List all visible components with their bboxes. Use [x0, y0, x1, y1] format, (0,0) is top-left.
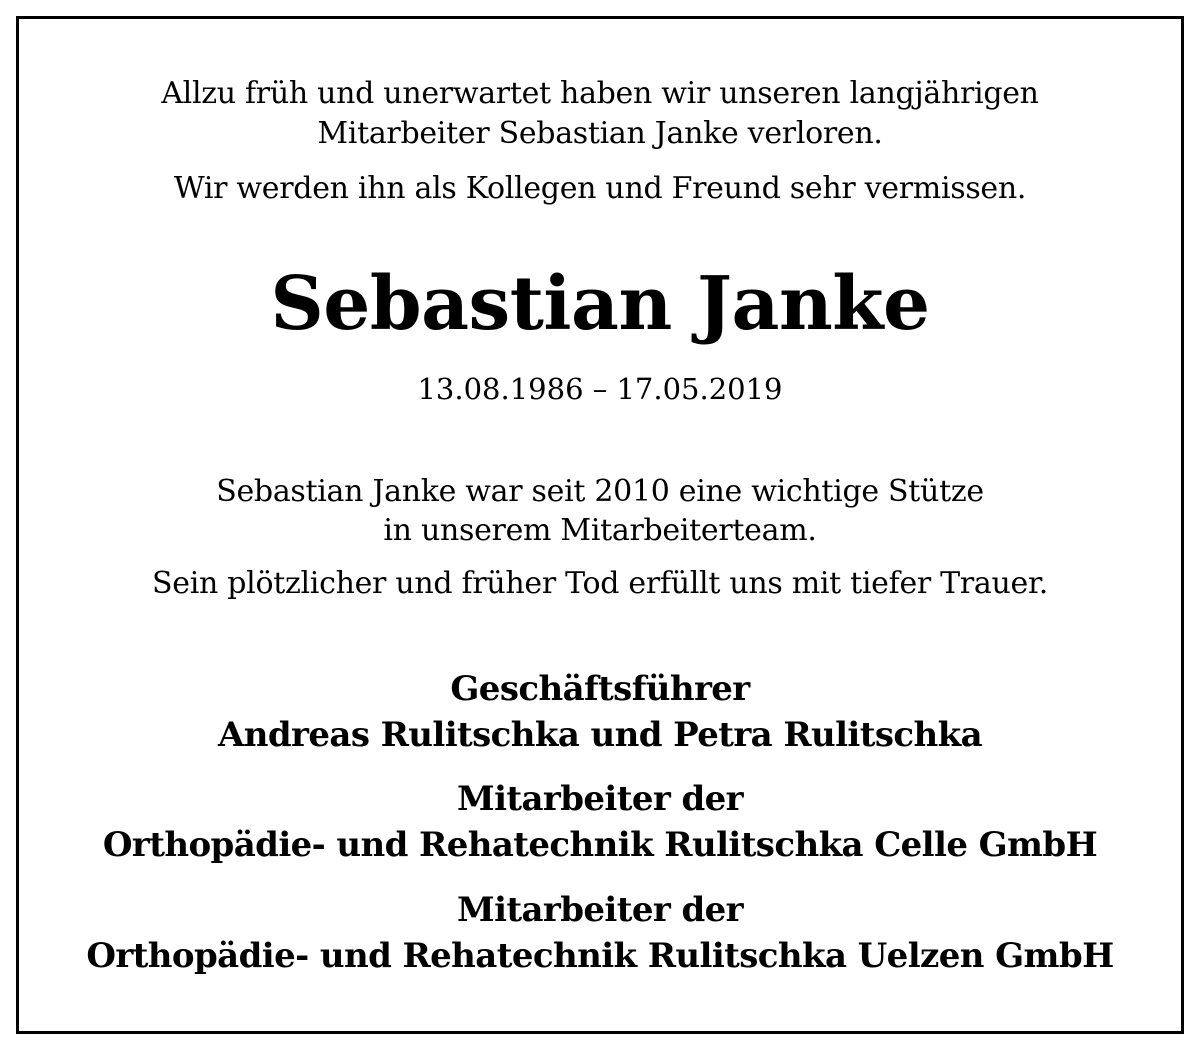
- intro-line-3: Wir werden ihn als Kollegen und Freund sehr vermissen.: [173, 171, 1027, 206]
- signatory-company-celle: Orthopädie- und Rehatechnik Rulitschka Celle GmbH: [102, 825, 1098, 865]
- intro-line-1: Allzu früh und unerwartet haben wir unseren langjährigen: [161, 76, 1039, 111]
- obituary-notice: [16, 16, 1184, 1034]
- signatory-title-managing-directors: Geschäftsführer: [450, 669, 750, 709]
- signatory-title-staff-celle: Mitarbeiter der: [457, 779, 743, 819]
- signatory-title-staff-uelzen: Mitarbeiter der: [457, 890, 743, 930]
- signatory-names-managing-directors: Andreas Rulitschka und Petra Rulitschka: [217, 715, 982, 755]
- tribute-line-3: Sein plötzlicher und früher Tod erfüllt uns mit tiefer Trauer.: [152, 566, 1048, 601]
- intro-line-2: Mitarbeiter Sebastian Janke verloren.: [317, 116, 883, 151]
- life-dates: 13.08.1986 – 17.05.2019: [417, 372, 783, 406]
- tribute-line-1: Sebastian Janke war seit 2010 eine wichtige Stütze: [216, 474, 984, 509]
- tribute-line-2: in unserem Mitarbeiterteam.: [383, 513, 817, 548]
- signatory-company-uelzen: Orthopädie- und Rehatechnik Rulitschka Uelzen GmbH: [86, 936, 1114, 976]
- deceased-name: Sebastian Janke: [270, 261, 930, 347]
